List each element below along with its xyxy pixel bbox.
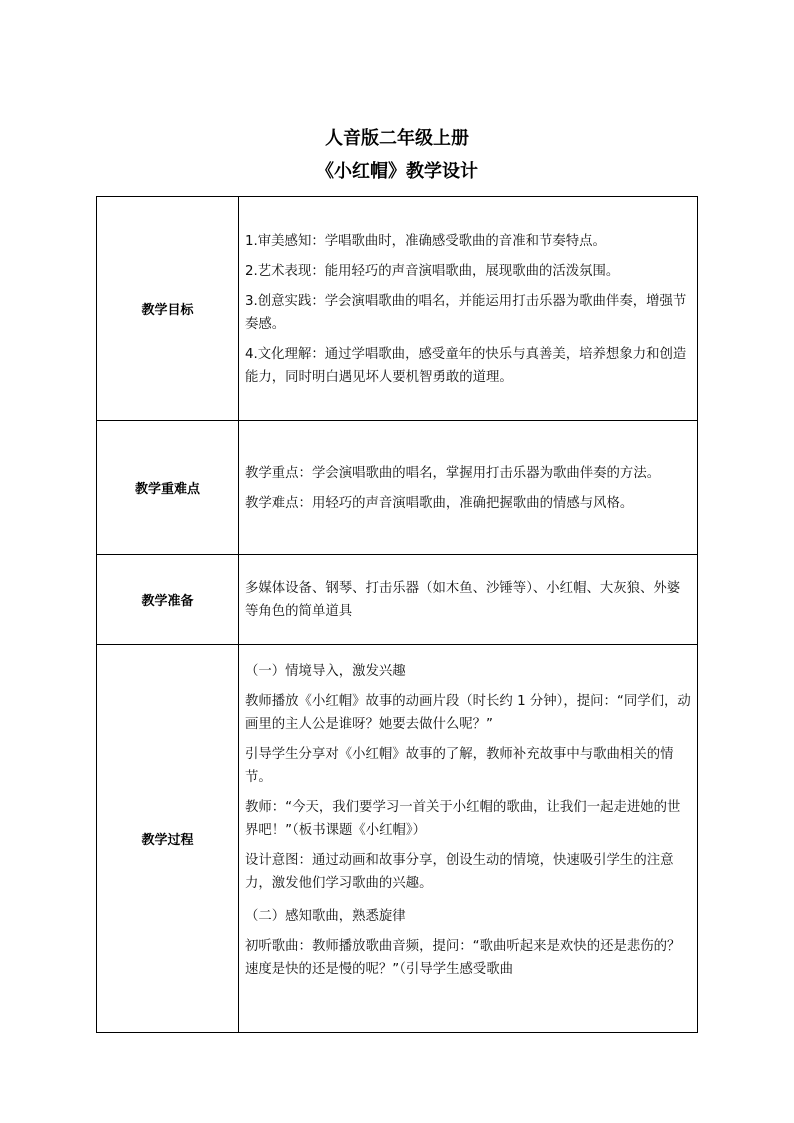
content-paragraph: 初听歌曲：教师播放歌曲音频，提问：“歌曲听起来是欢快的还是悲伤的？速度是快的还是慢的呢？”（引导学生感受歌曲 — [245, 939, 681, 977]
row-content-objectives — [239, 197, 698, 421]
section-heading: （二）感知歌曲，熟悉旋律 — [245, 909, 406, 924]
document-subtitle: 《小红帽》教学设计 — [316, 161, 478, 182]
content-paragraph: 教学难点：用轻巧的声音演唱歌曲，准确把握歌曲的情感与风格。 — [245, 495, 634, 511]
content-paragraph: 教师播放《小红帽》故事的动画片段（时长约 1 分钟），提问：“同学们，动画里的主人公是谁呀？她要去做什么呢？” — [245, 694, 691, 732]
table-row-preparation — [97, 555, 698, 645]
row-content-preparation — [239, 555, 698, 645]
content-paragraph: 多媒体设备、钢琴、打击乐器（如木鱼、沙锤等）、小红帽、大灰狼、外婆等角色的简单道具 — [245, 581, 681, 619]
row-label-process: 教学过程 — [97, 645, 239, 1033]
row-content-process — [239, 645, 698, 1033]
table-row-key-points — [97, 421, 698, 555]
content-paragraph: 设计意图：通过动画和故事分享，创设生动的情境，快速吸引学生的注意力，激发他们学习歌曲的兴趣。 — [245, 853, 674, 891]
section-heading: （一）情境导入，激发兴趣 — [245, 664, 406, 679]
content-paragraph: 1.审美感知：学唱歌曲时，准确感受歌曲的音准和节奏特点。 — [245, 233, 606, 249]
table-row-process — [97, 645, 698, 1033]
process-content-clip — [245, 654, 691, 1024]
content-paragraph: 2.艺术表现：能用轻巧的声音演唱歌曲，展现歌曲的活泼氛围。 — [245, 263, 620, 279]
content-paragraph: 4.文化理解：通过学唱歌曲，感受童年的快乐与真善美，培养想象力和创造能力，同时明白遇见坏人要机智勇敢的道理。 — [245, 346, 687, 385]
content-paragraph: 引导学生分享对《小红帽》故事的了解，教师补充故事中与歌曲相关的情节。 — [245, 747, 674, 785]
row-content-key-points — [239, 421, 698, 555]
content-paragraph: 3.创意实践：学会演唱歌曲的唱名，并能运用打击乐器为歌曲伴奏，增强节奏感。 — [245, 293, 687, 332]
content-paragraph: 教学重点：学会演唱歌曲的唱名，掌握用打击乐器为歌曲伴奏的方法。 — [245, 465, 661, 481]
row-label-objectives: 教学目标 — [97, 197, 239, 421]
lesson-plan-table — [96, 196, 698, 1033]
table-row-objectives — [97, 197, 698, 421]
row-label-key-points: 教学重难点 — [97, 421, 239, 555]
row-label-preparation: 教学准备 — [97, 555, 239, 645]
content-paragraph: 教师：“今天，我们要学习一首关于小红帽的歌曲，让我们一起走进她的世界吧！”（板书课题《小红帽》） — [245, 800, 681, 838]
document-title: 人音版二年级上册 — [325, 128, 469, 149]
